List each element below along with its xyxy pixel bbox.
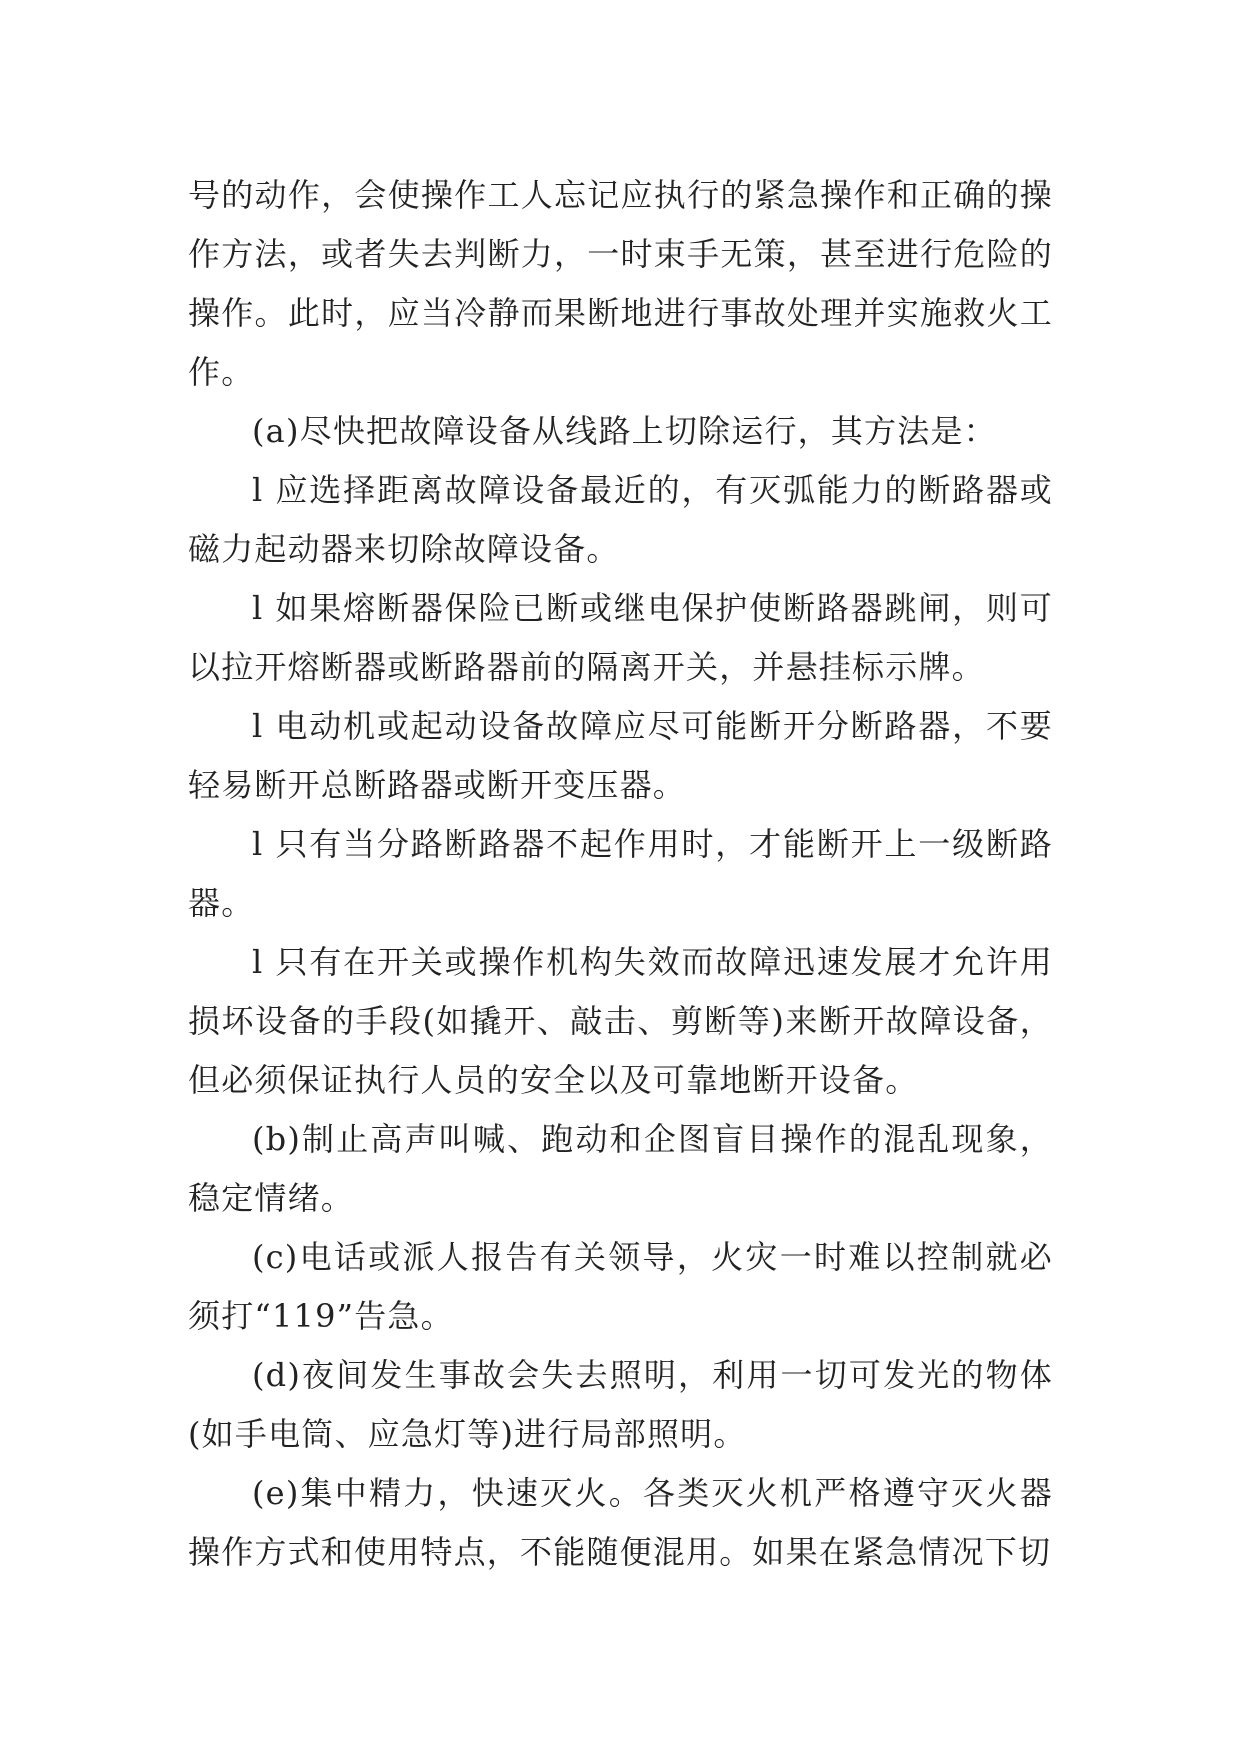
bullet-item-fuse-blown: l 如果熔断器保险已断或继电保护使断路器跳闸，则可以拉开熔断器或断路器前的隔离开关，并悬挂标示牌。 bbox=[188, 589, 1053, 686]
bullet-item-nearest-breaker: l 应选择距离故障设备最近的，有灭弧能力的断路器或磁力起动器来切除故障设备。 bbox=[188, 471, 1053, 568]
paragraph-continuation: 号的动作，会使操作工人忘记应执行的紧急操作和正确的操作方法，或者失去判断力，一时束手无策，甚至进行危险的操作。此时，应当冷静而果断地进行事故处理并实施救火工作。 bbox=[188, 176, 1053, 391]
paragraph-b: (b)制止高声叫喊、跑动和企图盲目操作的混乱现象，稳定情绪。 bbox=[188, 1120, 1053, 1217]
bullet-item-motor-fault: l 电动机或起动设备故障应尽可能断开分断路器，不要轻易断开总断路器或断开变压器。 bbox=[188, 707, 1053, 804]
paragraph-d: (d)夜间发生事故会失去照明，利用一切可发光的物体(如手电筒、应急灯等)进行局部照明。 bbox=[188, 1356, 1053, 1453]
paragraph-c: (c)电话或派人报告有关领导，火灾一时难以控制就必须打“119”告急。 bbox=[188, 1238, 1053, 1335]
bullet-item-damage-means: l 只有在开关或操作机构失效而故障迅速发展才允许用损坏设备的手段(如撬开、敲击、剪断等)来断开故障设备，但必须保证执行人员的安全以及可靠地断开设备。 bbox=[188, 943, 1053, 1099]
document-body bbox=[188, 166, 1053, 1582]
bullet-item-upper-breaker: l 只有当分路断路器不起作用时，才能断开上一级断路器。 bbox=[188, 825, 1053, 922]
paragraph-a: (a)尽快把故障设备从线路上切除运行，其方法是： bbox=[252, 412, 997, 450]
paragraph-e: (e)集中精力，快速灭火。各类灭火机严格遵守灭火器操作方式和使用特点，不能随便混用。如果在紧急情况下切 bbox=[188, 1474, 1053, 1571]
